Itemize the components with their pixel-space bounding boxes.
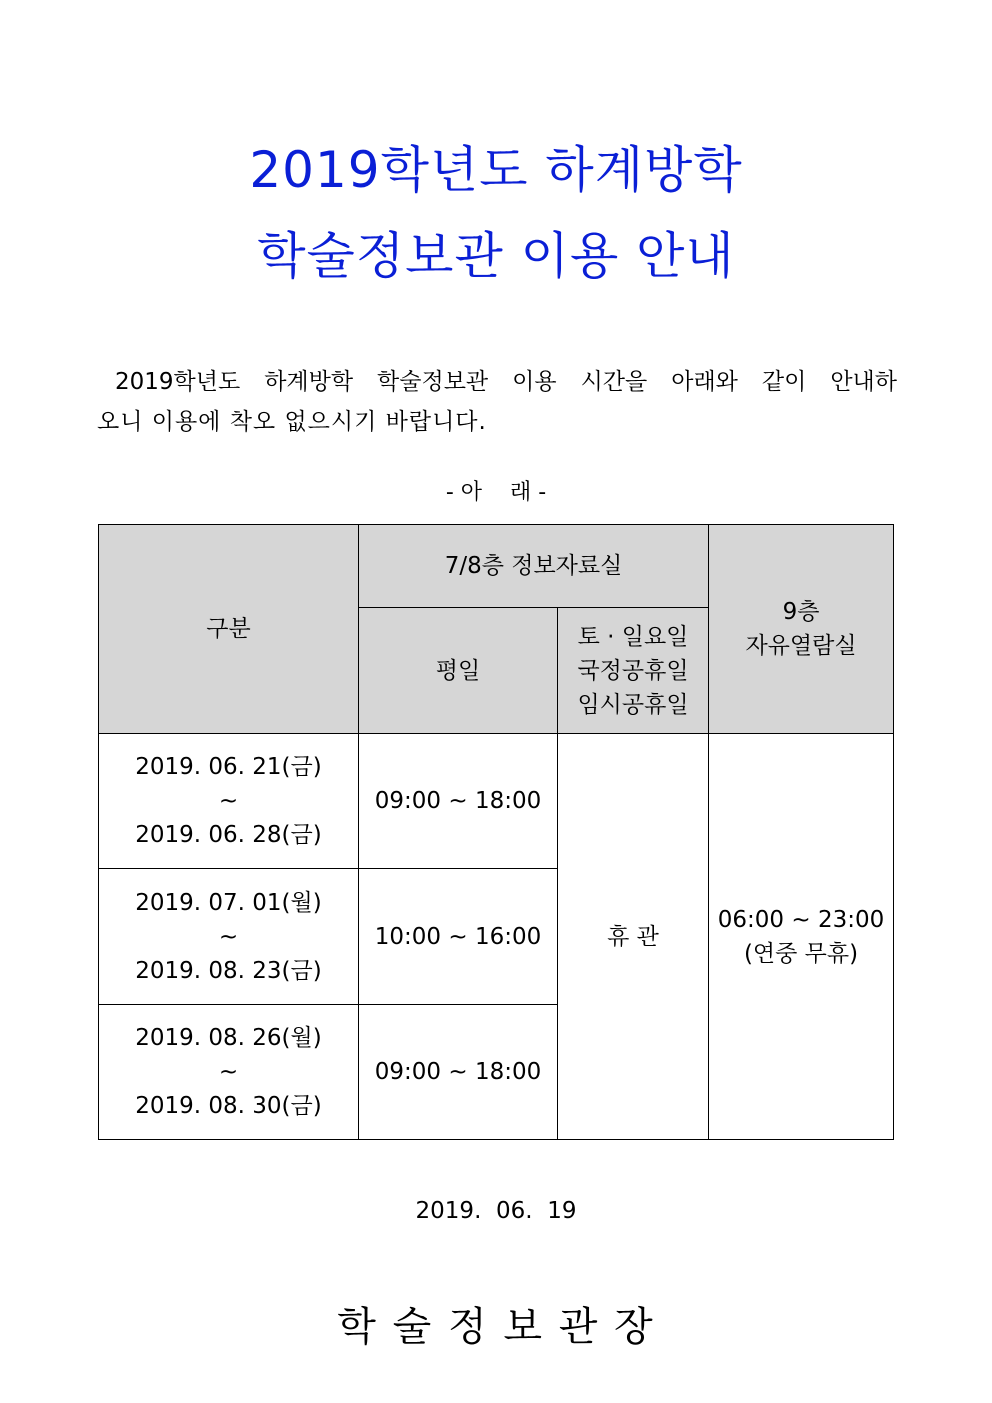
period-end: 2019. 08. 23(금) [135, 957, 322, 984]
weekday-hours: 09:00 ~ 18:00 [359, 1005, 558, 1140]
header-weekend [558, 608, 709, 734]
table-row [99, 734, 894, 869]
page-title-line2: 학술정보관 이용 안내 [257, 227, 735, 285]
period-start: 2019. 06. 21(금) [135, 754, 322, 780]
header-weekday: 평일 [359, 608, 558, 734]
period-start: 2019. 08. 26(월) [135, 1025, 322, 1051]
floor9-hours-line2: (연중 무휴) [743, 940, 859, 967]
period-separator: ~ [218, 1059, 239, 1085]
header-weekend-line2: 국정공휴일 [577, 657, 689, 684]
header-weekend-line3: 임시공휴일 [577, 691, 689, 718]
header-weekend-line1: 토 · 일요일 [577, 623, 689, 650]
period-separator: ~ [218, 923, 239, 950]
page-title-line1: 2019학년도 하계방학 [249, 141, 743, 199]
signature: 학 술 정 보 관 장 [337, 1304, 655, 1350]
header-floor9-line1: 9층 [782, 599, 820, 625]
period-end: 2019. 08. 30(금) [135, 1093, 322, 1119]
header-floor78: 7/8층 정보자료실 [359, 525, 709, 608]
weekday-hours: 10:00 ~ 16:00 [359, 869, 558, 1005]
header-floor9-line2: 자유열람실 [745, 633, 857, 659]
intro-line1: 2019학년도 하계방학 학술정보관 이용 시간을 아래와 같이 안내하 [115, 369, 897, 395]
intro-paragraph [97, 362, 897, 442]
header-floor9 [709, 525, 894, 734]
notice-date: 2019. 06. 19 [415, 1198, 577, 1224]
floor9-hours [709, 734, 894, 1140]
period-end: 2019. 06. 28(금) [135, 822, 322, 848]
period-cell [99, 734, 359, 869]
subheading: - 아 래 - [445, 480, 547, 505]
floor9-hours-line1: 06:00 ~ 23:00 [717, 906, 885, 933]
schedule-table [98, 524, 894, 1140]
intro-line2: 오니 이용에 착오 없으시기 바랍니다. [97, 409, 487, 435]
period-start: 2019. 07. 01(월) [135, 889, 322, 916]
period-separator: ~ [218, 788, 239, 814]
weekday-hours: 09:00 ~ 18:00 [359, 734, 558, 869]
header-category: 구분 [99, 525, 359, 734]
period-cell [99, 869, 359, 1005]
weekend-closed: 휴 관 [558, 734, 709, 1140]
period-cell [99, 1005, 359, 1140]
